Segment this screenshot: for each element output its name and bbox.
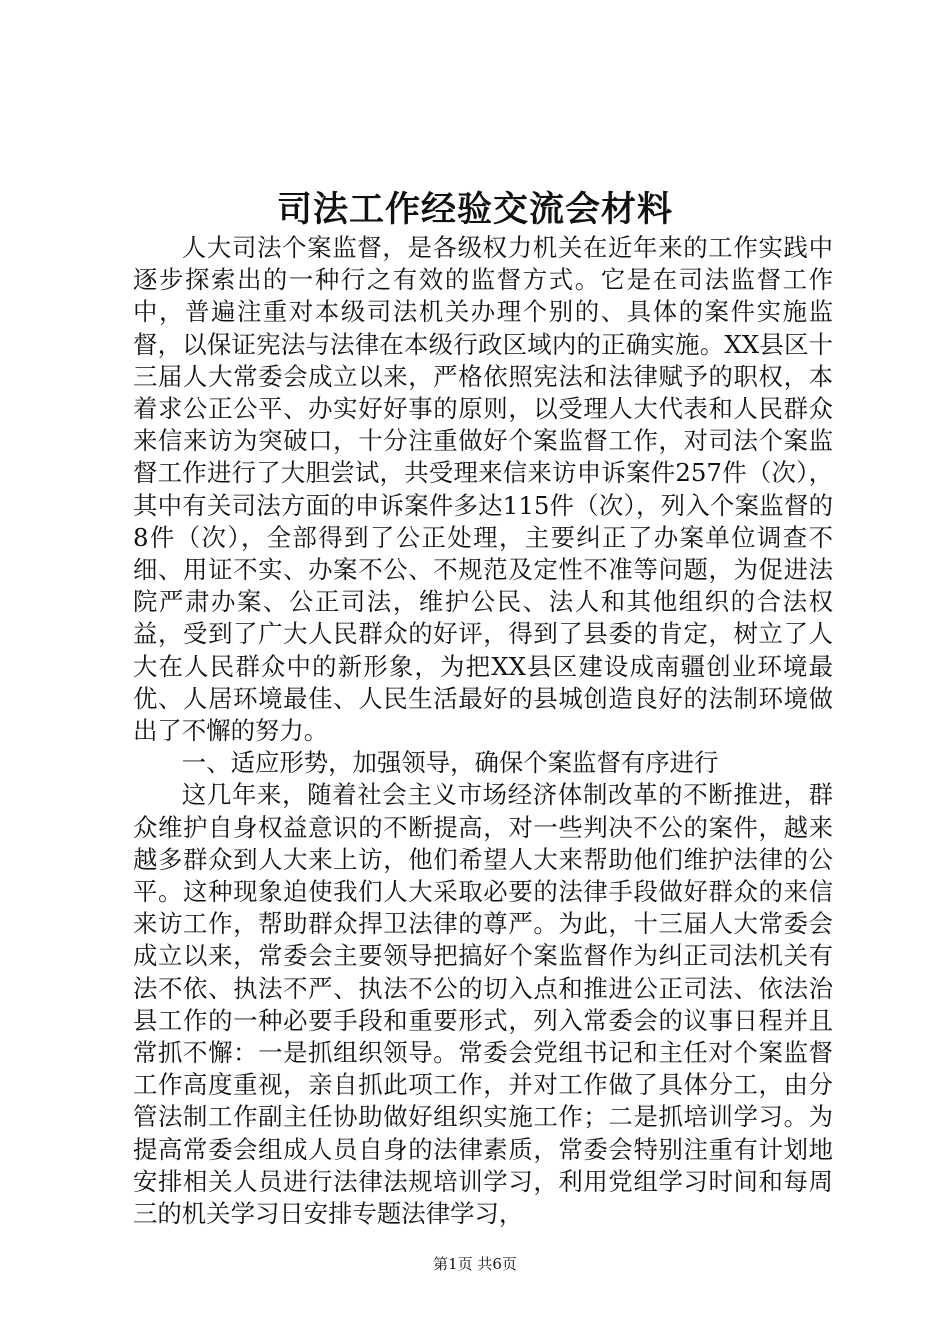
paragraph-intro: 人大司法个案监督，是各级权力机关在近年来的工作实践中逐步探索出的一种行之有效的监督方式。它是在司法监督工作中，普遍注重对本级司法机关办理个别的、具体的案件实施监督，以保证宪法与法律在本级行政区域内的正确实施。XX县区十三届人大常委会成立以来，严格依照宪法和法律赋予的职权，本着求公正公平、办实好好事的原则，以受理人大代表和人民群众来信来访为突破口，十分注重做好个案监督工作，对司法个案监督工作进行了大胆尝试，共受理来信来访申诉案件257件（次），其中有关司法方面的申诉案件多达115件（次），列入个案监督的8件（次），全部得到了公正处理，主要纠正了办案单位调查不细、用证不实、办案不公、不规范及定性不准等问题，为促进法院严肃办案、公正司法，维护公民、法人和其他组织的合法权益，受到了广大人民群众的好评，得到了县委的肯定，树立了人大在人民群众中的新形象，为把XX县区建设成南疆创业环境最优、人居环境最佳、人民生活最好的县城创造良好的法制环境做出了不懈的努力。 xyxy=(133,233,833,746)
section-heading: 一、适应形势，加强领导，确保个案监督有序进行 xyxy=(181,748,719,778)
paragraph-section-1: 这几年来，随着社会主义市场经济体制改革的不断推进，群众维护自身权益意识的不断提高，对一些判决不公的案件，越来越多群众到人大来上访，他们希望人大来帮助他们维护法律的公平。这种现象迫使我们人大采取必要的法律手段做好群众的来信来访工作，帮助群众捍卫法律的尊严。为此，十三届人大常委会成立以来，常委会主要领导把搞好个案监督作为纠正司法机关有法不依、执法不严、执法不公的切入点和推进公正司法、依法治县工作的一种必要手段和重要形式，列入常委会的议事日程并且常抓不懈：一是抓组织领导。常委会党组书记和主任对个案监督工作高度重视，亲自抓此项工作，并对工作做了具体分工，由分管法制工作副主任协助做好组织实施工作；二是抓培训学习。为提高常委会组成人员自身的法律素质，常委会特别注重有计划地安排相关人员进行法律法规培训学习，利用党组学习时间和每周三的机关学习日安排专题法律学习， xyxy=(133,780,833,1229)
page-number-footer: 第1页 共6页 xyxy=(433,1255,517,1273)
document-title: 司法工作经验交流会材料 xyxy=(276,189,673,230)
document-body xyxy=(133,232,833,1230)
